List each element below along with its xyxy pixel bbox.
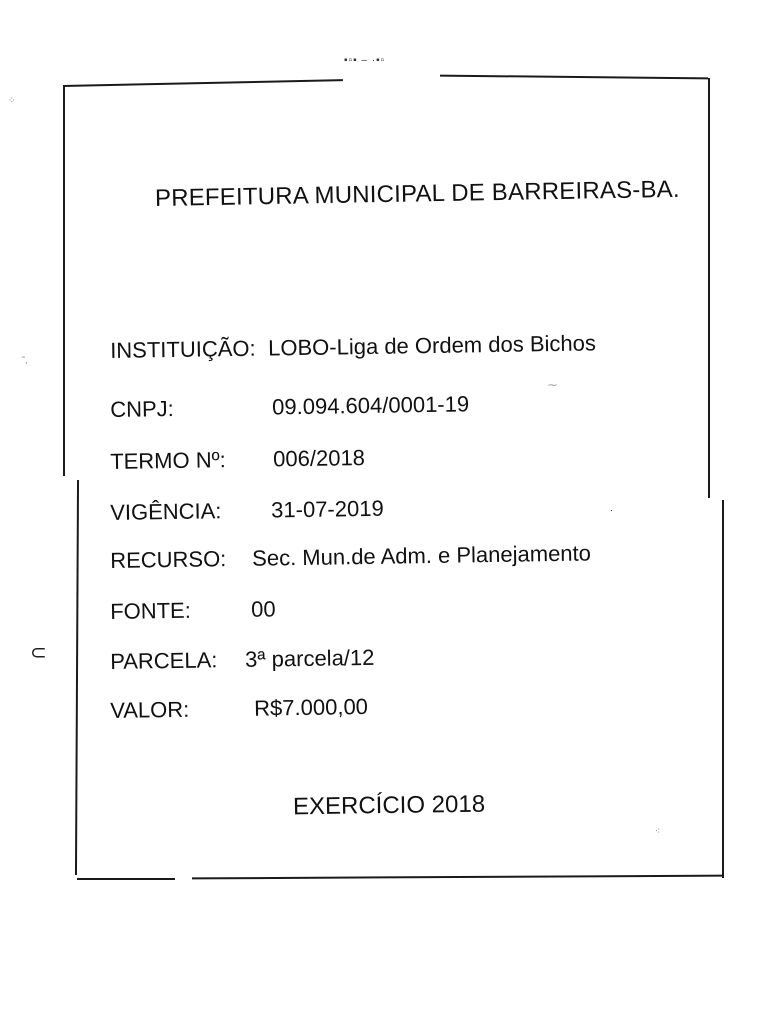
field-value: 09.094.604/0001-19 — [271, 391, 470, 420]
field-value: Sec. Mun.de Adm. e Planejamento — [251, 540, 592, 571]
field-label: VALOR: — [110, 696, 190, 723]
border-right-lower — [722, 500, 724, 878]
scan-speck: ˜, — [22, 355, 28, 365]
scan-speck: ⊂ — [30, 642, 47, 664]
field-label: TERMO Nº: — [110, 447, 226, 474]
field-value: 00 — [250, 596, 276, 622]
scan-speck: ⁓ — [548, 380, 557, 390]
scan-speck: ⁘ — [8, 95, 16, 105]
field-label: PARCELA: — [110, 647, 218, 674]
field-label: VIGÊNCIA: — [110, 498, 222, 525]
exercicio-year: EXERCÍCIO 2018 — [292, 790, 486, 821]
field-value: LOBO-Liga de Ordem dos Bichos — [267, 330, 597, 361]
border-left-lower — [75, 480, 79, 875]
field-value: 31-07-2019 — [270, 495, 384, 523]
border-right-upper — [708, 78, 710, 498]
field-label: FONTE: — [110, 597, 192, 624]
field-value: R$7.000,00 — [253, 693, 369, 721]
scan-speck: ⁖ — [655, 826, 661, 836]
border-bottom-right — [192, 875, 724, 879]
border-bottom-left — [77, 878, 175, 880]
page-title: PREFEITURA MUNICIPAL DE BARREIRAS-BA. — [154, 175, 680, 212]
scan-speck: · — [610, 505, 613, 515]
field-value: 3ª parcela/12 — [244, 644, 375, 672]
border-top-left — [63, 79, 343, 86]
border-left-upper — [63, 86, 65, 476]
field-label: CNPJ: — [110, 396, 174, 422]
field-label: INSTITUIÇÃO: — [110, 335, 256, 363]
field-label: RECURSO: — [110, 546, 227, 573]
top-scribble: ▪▫▪ ‒ ·▪▫ — [344, 55, 386, 66]
field-value: 006/2018 — [272, 444, 366, 472]
border-top-right — [440, 75, 708, 79]
